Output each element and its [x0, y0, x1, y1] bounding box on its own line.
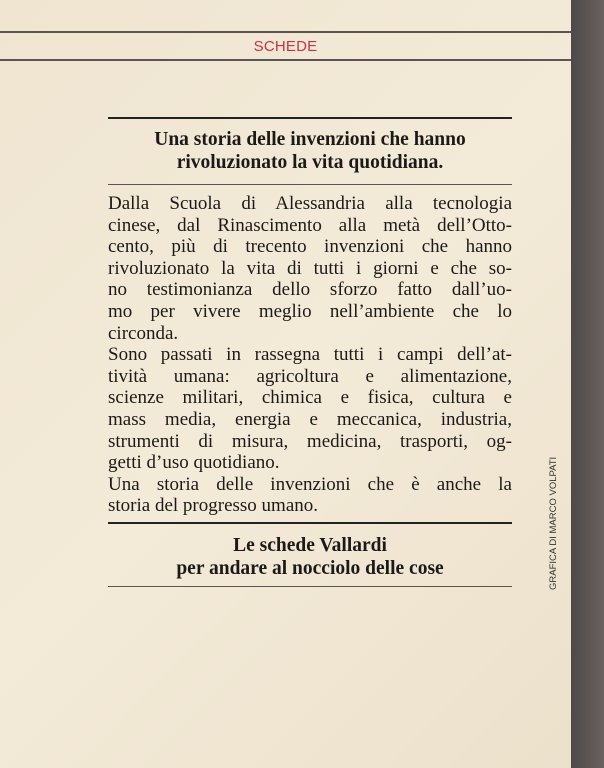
slogan-line: per andare al nocciolo delle cose	[176, 558, 444, 579]
blurb-line: cinese, dal Rinascimento alla metà dell’Otto-	[108, 214, 512, 236]
headline-line: Una storia delle invenzioni che hanno	[154, 129, 466, 150]
book-spine	[571, 0, 604, 768]
header-bottom-rule	[0, 59, 571, 61]
title-top-rule	[108, 117, 512, 119]
blurb-line: rivoluzionato la vita di tutti i giorni e che so-	[108, 257, 512, 279]
blurb-line: Sono passati in rassegna tutti i campi dell’at-	[108, 344, 512, 366]
closing-top-rule	[108, 522, 512, 524]
blurb-line: no testimonianza dello sforzo fatto dall’uo-	[108, 279, 512, 301]
closing-bottom-rule	[108, 586, 512, 587]
blurb-line: strumenti di misura, medicina, trasporti, og-	[108, 430, 512, 452]
blurb-line: cento, più di trecento invenzioni che hanno	[108, 236, 512, 258]
title-bottom-rule	[108, 184, 512, 185]
blurb-text	[108, 193, 512, 517]
blurb-line: getti d’uso quotidiano.	[108, 452, 280, 474]
blurb-line: Una storia delle invenzioni che è anche la	[108, 473, 512, 495]
closing-slogan	[108, 534, 512, 580]
blurb-line: Dalla Scuola di Alessandria alla tecnologia	[108, 193, 512, 214]
cover-headline	[108, 128, 512, 174]
slogan-line: Le schede Vallardi	[233, 535, 387, 556]
blurb-line: tività umana: agricoltura e alimentazione,	[108, 365, 512, 387]
blurb-line: mass media, energia e meccanica, industria,	[108, 408, 512, 430]
series-label: SCHEDE	[253, 38, 318, 55]
design-credit: GRAFICA DI MARCO VOLPATI	[548, 456, 559, 590]
blurb-line: circonda.	[108, 322, 179, 344]
blurb-line: scienze militari, chimica e fisica, cultura e	[108, 387, 512, 409]
blurb-line: storia del progresso umano.	[108, 495, 319, 517]
headline-line: rivoluzionato la vita quotidiana.	[176, 152, 444, 173]
blurb-line: mo per vivere meglio nell’ambiente che lo	[108, 300, 512, 322]
